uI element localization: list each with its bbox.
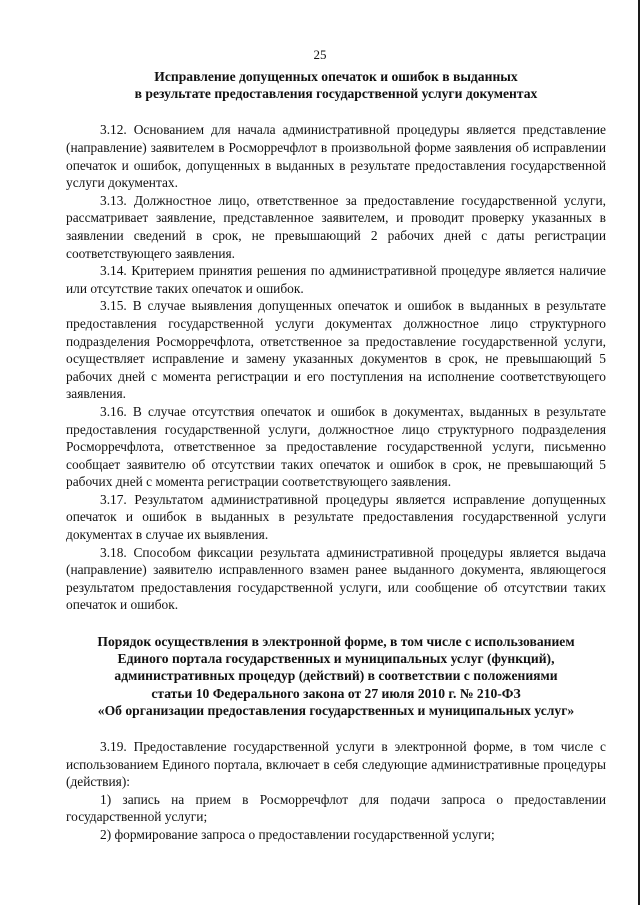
heading-line: статьи 10 Федерального закона от 27 июля 2010 г. № 210-ФЗ xyxy=(151,685,521,701)
list-item-2: 2) формирование запроса о предоставлении государственной услуги; xyxy=(100,827,495,843)
paragraph-3-15: 3.15. В случае выявления допущенных опечаток и ошибок в выданных в результате предоставления государственной услуги документах должностное лицо структурного подразделения Росморречфлота, ответственное за предоставление государственной услуги, осуществляет исправление и замену указанных документов в срок, не превышающий 5 рабочих дней с момента регистрации и его поступления на исполнение соответствующего заявления. xyxy=(66,298,606,402)
paragraph-3-18: 3.18. Способом фиксации результата административной процедуры является выдача (направление) заявителю исправленного взамен ранее выданного документа, являющегося результатом предоставления государственной услуги, или сообщение об отсутствии таких опечаток и ошибок. xyxy=(66,544,606,613)
paragraph-3-12: 3.12. Основанием для начала административной процедуры является представление (направление) заявителем в Росморречфлот в произвольной форме заявления об исправлении опечаток и ошибок, допущенных в выданных в результате предоставления государственной услуги документах. xyxy=(66,122,606,191)
section-heading-corrections xyxy=(66,68,606,102)
paragraph-3-19: 3.19. Предоставление государственной услуги в электронной форме, в том числе с использованием Единого портала, включает в себя следующие административные процедуры (действия): xyxy=(66,739,606,790)
page-content xyxy=(66,68,606,844)
heading-line: «Об организации предоставления государственных и муниципальных услуг» xyxy=(97,702,575,718)
heading-line: в результате предоставления государственной услуги документах xyxy=(134,86,538,102)
paragraph-3-17: 3.17. Результатом административной процедуры является исправление допущенных опечаток и ошибок в выданных в результате предоставления государственной услуги документах в случае их выявления. xyxy=(66,491,606,543)
paragraph-3-13: 3.13. Должностное лицо, ответственное за предоставление государственной услуги, рассматривает заявление, представленное заявителем, и проводит проверку указанных в заявлении сведений в срок, не превышающий 2 рабочих дней с даты регистрации соответствующего заявления. xyxy=(66,192,606,261)
paragraph-3-14: 3.14. Критерием принятия решения по административной процедуре является наличие или отсутствие таких опечаток и ошибок. xyxy=(66,263,606,296)
page-number: 25 xyxy=(313,47,327,62)
paragraph-3-16: 3.16. В случае отсутствия опечаток и ошибок в документах, выданных в результате предоставления государственной услуги, должностное лицо структурного подразделения Росморречфлота, ответственное за предоставление государственной услуги, письменно сообщает заявителю об отсутствии таких опечаток и ошибок в срок, не превышающий 5 рабочих дней с момента регистрации соответствующего заявления. xyxy=(66,403,606,490)
list-item-1: 1) запись на прием в Росморречфлот для подачи запроса о предоставлении государственной услуги; xyxy=(66,791,606,825)
heading-line: Единого портала государственных и муниципальных услуг (функций), xyxy=(117,651,555,667)
section-heading-electronic-form xyxy=(66,633,606,719)
heading-line: административных процедур (действий) в соответствии с положениями xyxy=(114,668,558,684)
heading-line: Исправление допущенных опечаток и ошибок в выданных xyxy=(154,69,518,84)
heading-line: Порядок осуществления в электронной форме, в том числе с использованием xyxy=(97,634,575,650)
